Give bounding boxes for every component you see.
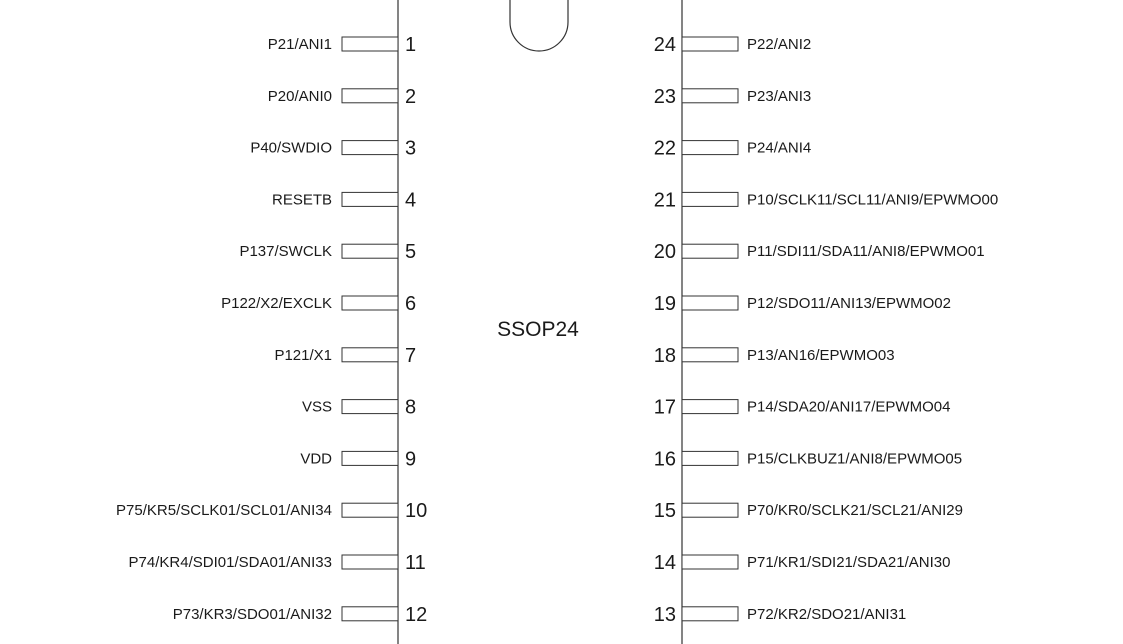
pin-13	[654, 604, 907, 626]
pin-12	[173, 604, 428, 626]
package-label: SSOP24	[497, 318, 579, 341]
pin-label: P74/KR4/SDI01/SDA01/ANI33	[128, 554, 332, 571]
pin-10	[116, 500, 427, 522]
pin-18	[654, 345, 895, 367]
pin-number: 12	[405, 603, 428, 626]
pin-label: RESETB	[271, 191, 332, 209]
pin-stub	[682, 503, 738, 517]
pin-label: P70/KR0/SCLK21/SCL21/ANI29	[747, 502, 963, 520]
pin-label: P10/SCLK11/SCL11/ANI9/EPWMO00	[747, 191, 999, 209]
pin-stub	[682, 89, 738, 103]
pin-number: 24	[653, 34, 676, 56]
pin-stub	[682, 451, 738, 465]
pin-number: 15	[653, 500, 676, 523]
pin-number: 20	[653, 241, 676, 264]
pin-number: 18	[653, 344, 676, 367]
right-pin-column	[654, 34, 998, 626]
pin-stub	[342, 37, 398, 51]
pin-21	[654, 189, 998, 211]
pin-number: 4	[405, 189, 417, 212]
pin-number: 14	[653, 552, 676, 574]
pin-number: 6	[405, 293, 417, 315]
pin-number: 23	[653, 85, 676, 108]
pin-number: 2	[405, 85, 417, 108]
pin-14	[654, 552, 951, 574]
pin-stub	[682, 37, 738, 51]
pin-label: VSS	[301, 398, 332, 416]
pin-label: P14/SDA20/ANI17/EPWMO04	[747, 398, 951, 416]
pin-label: P137/SWCLK	[239, 243, 332, 261]
pin-stub	[682, 192, 738, 206]
pin-stub	[342, 244, 398, 258]
pin-6	[221, 293, 416, 315]
pin-stub	[342, 141, 398, 155]
pin-label: P23/ANI3	[747, 87, 812, 105]
pin-stub	[342, 607, 398, 621]
pin-19	[654, 293, 951, 315]
pin-label: P72/KR2/SDO21/ANI31	[747, 605, 907, 623]
pin-number: 21	[653, 189, 676, 212]
pin-number: 10	[405, 500, 428, 523]
pin-number: 13	[653, 603, 676, 626]
pin-2	[268, 86, 416, 108]
pin-stub	[342, 89, 398, 103]
pin-number: 19	[653, 293, 676, 315]
pin-stub	[682, 141, 738, 155]
pin-number: 17	[653, 396, 676, 419]
pin-4	[272, 189, 416, 211]
pin-stub	[682, 400, 738, 414]
pin-number: 3	[405, 137, 417, 160]
pin-label: P121/X1	[274, 346, 332, 364]
pin-7	[274, 345, 416, 367]
pin-stub	[342, 451, 398, 465]
pin-20	[654, 241, 985, 263]
pin-15	[654, 500, 963, 522]
pin-number: 16	[653, 448, 676, 471]
pin-stub	[342, 503, 398, 517]
pin-label: P71/KR1/SDI21/SDA21/ANI30	[747, 554, 951, 571]
pin-label: P24/ANI4	[747, 139, 812, 157]
pin-11	[129, 552, 426, 574]
pin-stub	[682, 296, 738, 310]
pin-label: P22/ANI2	[747, 36, 812, 53]
pin-stub	[342, 192, 398, 206]
pin-label: P73/KR3/SDO01/ANI32	[172, 605, 332, 623]
pin-17	[654, 397, 951, 419]
pin-number: 7	[405, 344, 417, 367]
pin-number: 5	[405, 241, 417, 264]
pin-label: P13/AN16/EPWMO03	[747, 346, 895, 364]
pin-stub	[682, 555, 738, 569]
pin-number: 9	[405, 448, 417, 471]
pin-stub	[682, 348, 738, 362]
pin-5	[239, 241, 416, 263]
pin-label: P12/SDO11/ANI13/EPWMO02	[747, 295, 951, 312]
pin-label: P40/SWDIO	[250, 139, 332, 157]
pin-number: 1	[405, 34, 417, 56]
pin-number: 11	[405, 552, 426, 574]
pin-label: VDD	[300, 450, 332, 468]
pin-label: P15/CLKBUZ1/ANI8/EPWMO05	[747, 450, 963, 468]
pin-3	[250, 138, 416, 160]
left-pin-column	[116, 34, 427, 626]
pin-label: P21/ANI1	[267, 36, 332, 53]
pin-stub	[342, 348, 398, 362]
pin-label: P11/SDI11/SDA11/ANI8/EPWMO01	[747, 243, 985, 261]
pin-number: 8	[405, 396, 417, 419]
pin-label: P122/X2/EXCLK	[221, 295, 332, 312]
pin-label: P75/KR5/SCLK01/SCL01/ANI34	[116, 502, 332, 520]
pin-label: P20/ANI0	[267, 87, 332, 105]
pin-16	[654, 448, 962, 470]
pin-1	[268, 34, 416, 56]
pin-stub	[342, 555, 398, 569]
pin-stub	[682, 244, 738, 258]
pin-number: 22	[653, 137, 676, 160]
pin-stub	[682, 607, 738, 621]
pin-stub	[342, 400, 398, 414]
pin-stub	[342, 296, 398, 310]
